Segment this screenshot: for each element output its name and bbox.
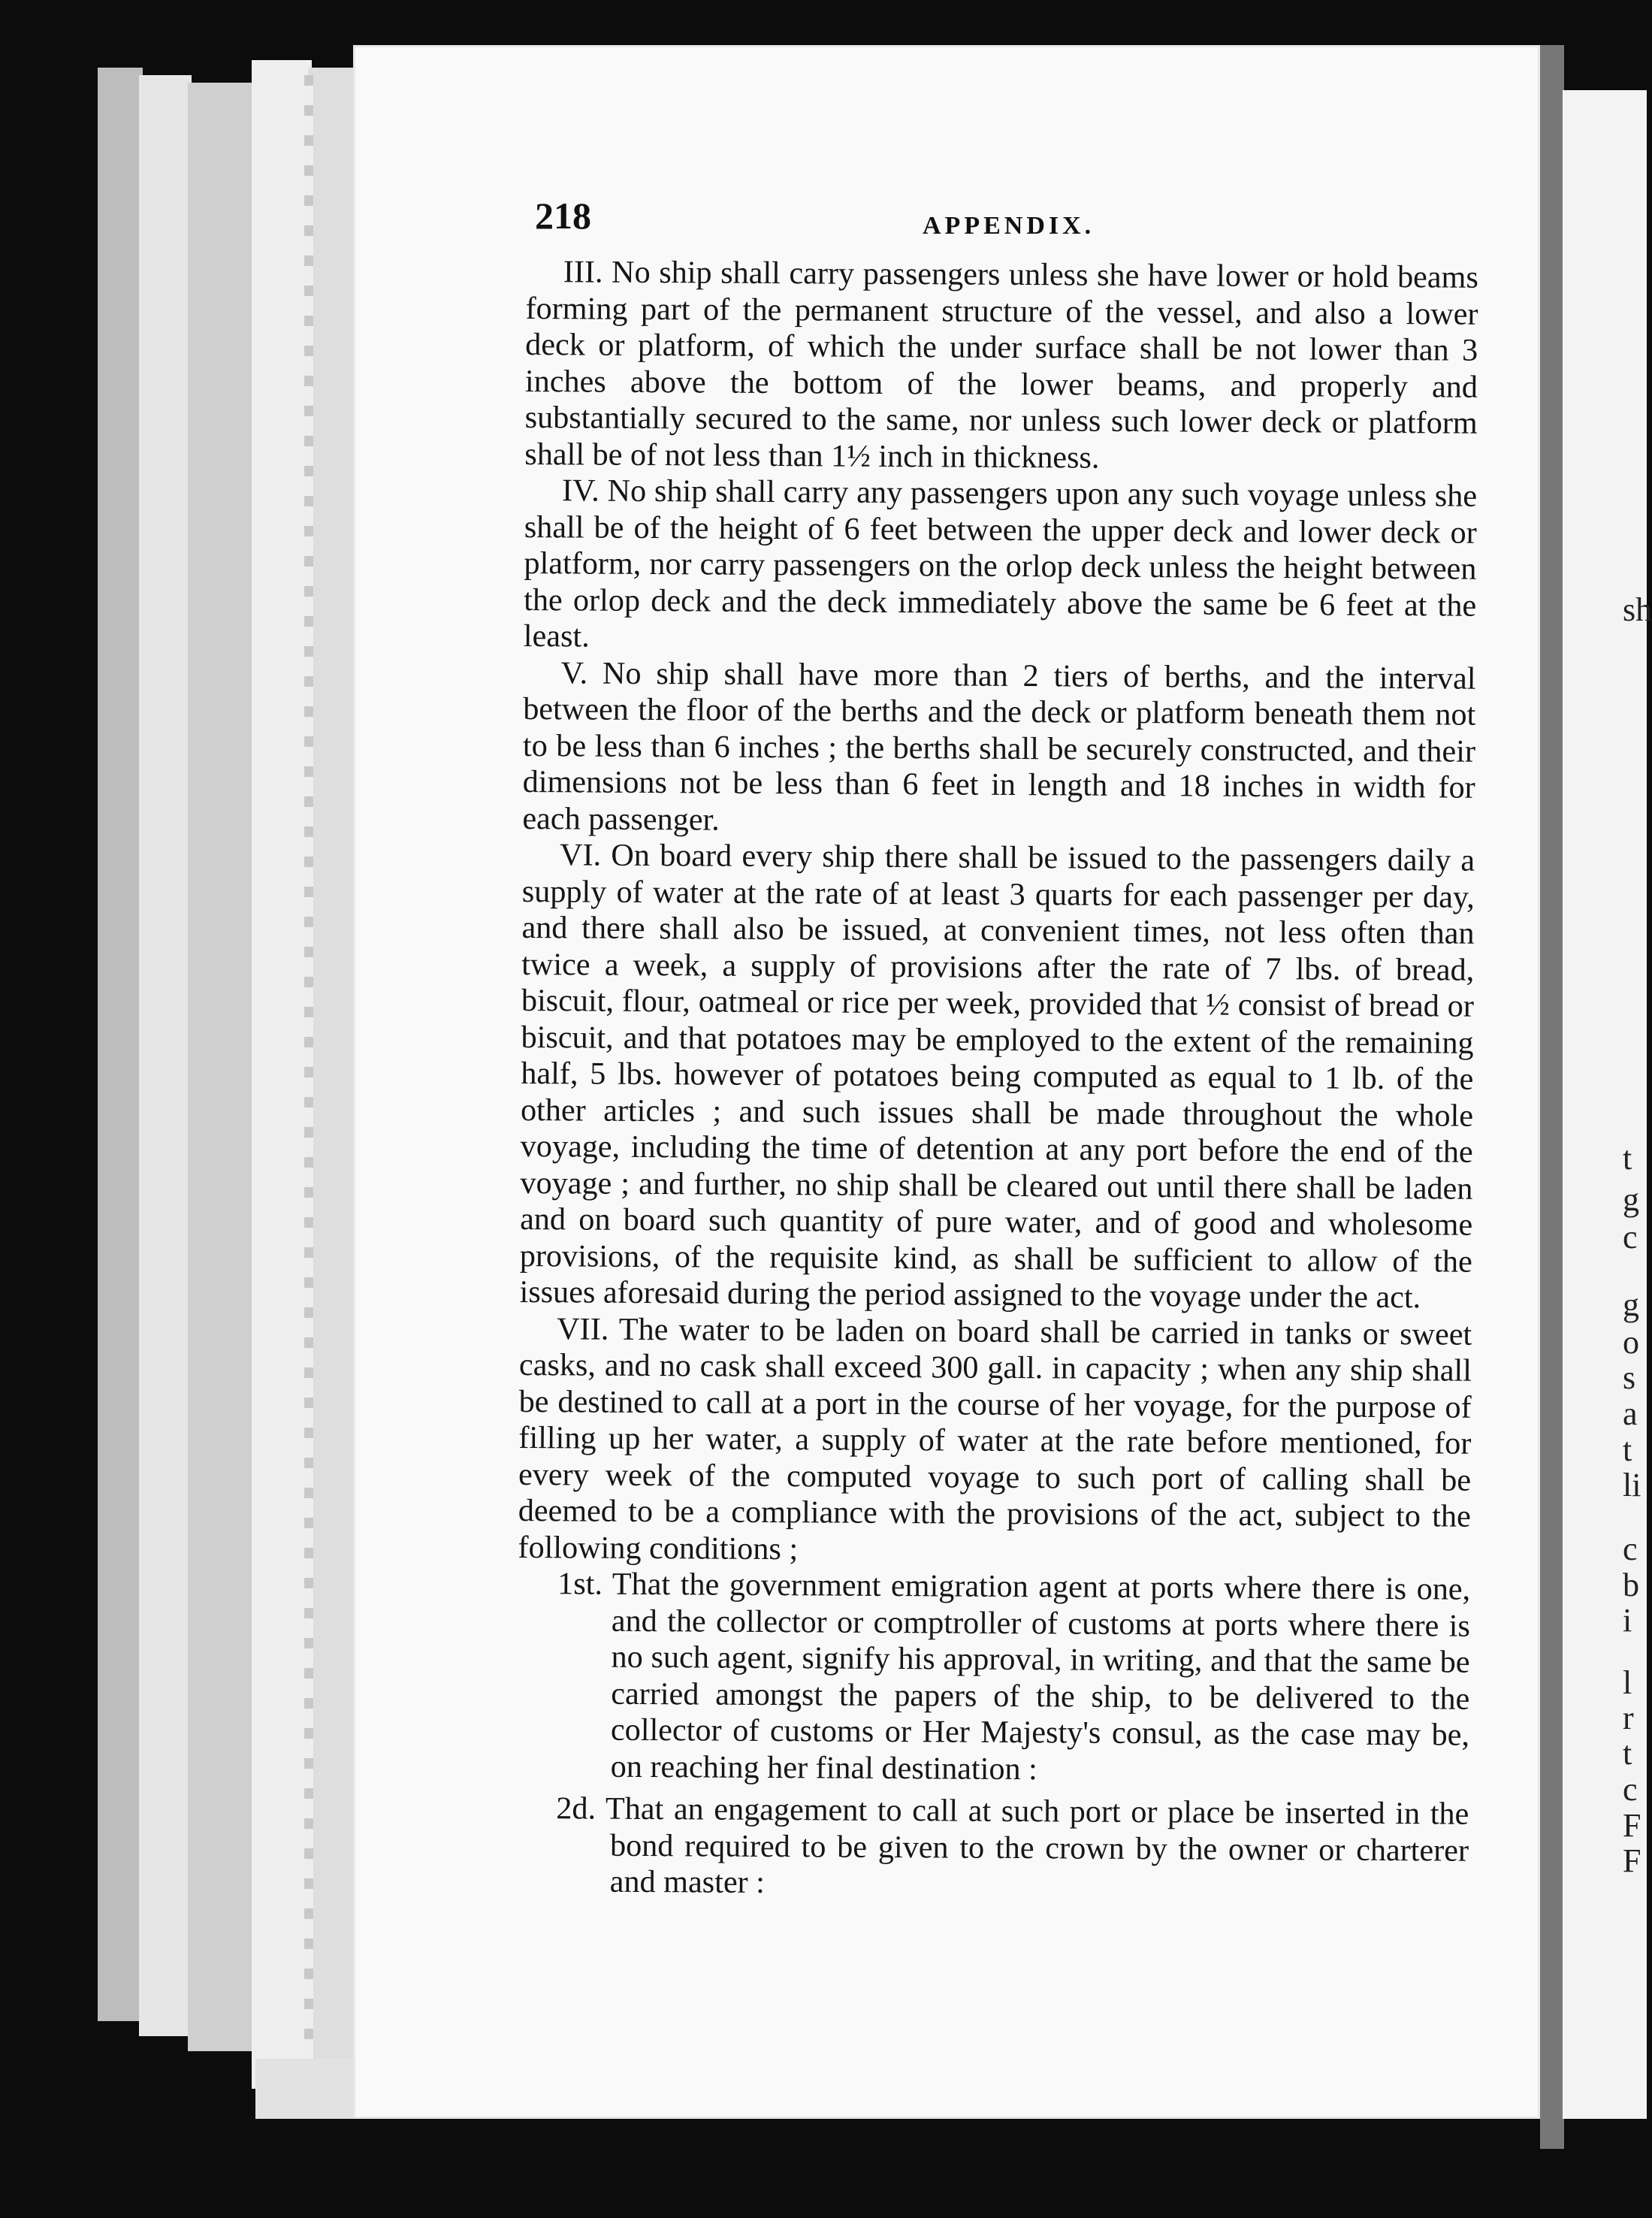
condition-second: 2d. That an engagement to call at such port or place be inserted in the bond required to be given to the crown by the owner or charterer and master : [556, 1790, 1469, 1900]
page-edge [308, 68, 353, 2096]
facing-page-fragment: c [1623, 1219, 1638, 1256]
binding-edge [304, 75, 313, 2104]
facing-page-fragment: r [1623, 1700, 1634, 1736]
facing-page-fragment: g [1623, 1286, 1639, 1323]
running-head: APPENDIX. [923, 212, 1095, 240]
gutter [1540, 45, 1564, 2149]
page-edge [252, 60, 312, 2089]
facing-page-fragment: c [1623, 1771, 1638, 1808]
condition-first: 1st. That the government emigration agent at ports where there is one, and the collector or comptroller of customs at ports where there is no such agent, signify his approval, in writing, and that the same be carried amongst the papers of the ship, to be delivered to the collector of customs or Her Majesty's consul, as the case may be, on reaching her final destination : [557, 1566, 1471, 1787]
facing-page-fragment: t [1623, 1140, 1632, 1177]
facing-page-fragment: g [1623, 1181, 1639, 1218]
page-number: 218 [535, 195, 591, 237]
facing-page-fragment: F [1623, 1807, 1641, 1844]
facing-page-fragment: i [1623, 1602, 1632, 1639]
facing-page-fragment: a [1623, 1395, 1638, 1432]
facing-page-fragment: l [1623, 1664, 1632, 1701]
page-edge [139, 75, 192, 2036]
facing-page-fragment: t [1623, 1431, 1632, 1468]
page-body [516, 254, 1478, 1911]
facing-page-fragment: t [1623, 1735, 1632, 1772]
facing-page-fragment: s [1623, 1359, 1636, 1396]
facing-page-fragment: li [1623, 1467, 1641, 1503]
paragraph-vi: VI. On board every ship there shall be issued to the passengers daily a supply of water at the rate of at least 3 quarts for each passenger per day, and there shall also be issued, at convenient times, not less often than twice a week, a supply of provisions after the rate of 7 lbs. of bread, biscuit, flour, oatmeal or rice per week, provided that ½ consist of bread or biscuit, and that potatoes may be employed to the extent of the remaining half, 5 lbs. however of potatoes being computed as equal to 1 lb. of the other articles ; and such issues shall be made throughout the whole voyage, including the time of detention at any port before the end of the voyage ; and further, no ship shall be cleared out until there shall be laden and on board such quantity of pure water, and of good and wholesome provisions, of the requisite kind, as shall be sufficient to allow of the issues aforesaid during the period assigned to the voyage under the act. [519, 837, 1475, 1316]
page-edge [188, 83, 255, 2051]
facing-page-fragment: F [1623, 1842, 1641, 1879]
facing-page-fragment: o [1623, 1324, 1639, 1361]
paragraph-v: V. No ship shall have more than 2 tiers of berths, and the interval between the floor of the berths and the deck or platform beneath them not to be less than 6 inches ; the berths shall be securely constructed, and their dimensions not be less than 6 feet in length and 18 inches in width for each passenger. [522, 654, 1476, 838]
page-edge [98, 68, 143, 2021]
paragraph-vii: VII. The water to be laden on board shall be carried in tanks or sweet casks, and no cask shall exceed 300 gall. in capacity ; when any ship shall be destined to call at a port in the course of her voyage, for the purpose of filling up her water, a supply of water at the rate before mentioned, for every week of the computed voyage to such port of calling shall be deemed to be a compliance with the provisions of the act, subject to the following conditions ; [518, 1310, 1472, 1567]
paragraph-iii: III. No ship shall carry passengers unless she have lower or hold beams forming part of the permanent structure of the vessel, and also a lower deck or platform, of which the under surface shall be not lower than 3 inches above the bottom of the lower beams, and properly and substantially secured to the same, nor unless such lower deck or platform shall be of not less than 1½ inch in thickness. [524, 254, 1478, 476]
facing-page-fragment: b [1623, 1567, 1639, 1603]
facing-page-fragment: sh [1623, 591, 1652, 628]
paragraph-iv: IV. No ship shall carry any passengers upon any such voyage unless she shall be of the height of 6 feet between the upper deck and lower deck or platform, nor carry passengers on the orlop deck unless the height between the orlop deck and the deck immediately above the same be 6 feet at the least. [523, 473, 1478, 654]
facing-page-fragment: c [1623, 1531, 1638, 1567]
